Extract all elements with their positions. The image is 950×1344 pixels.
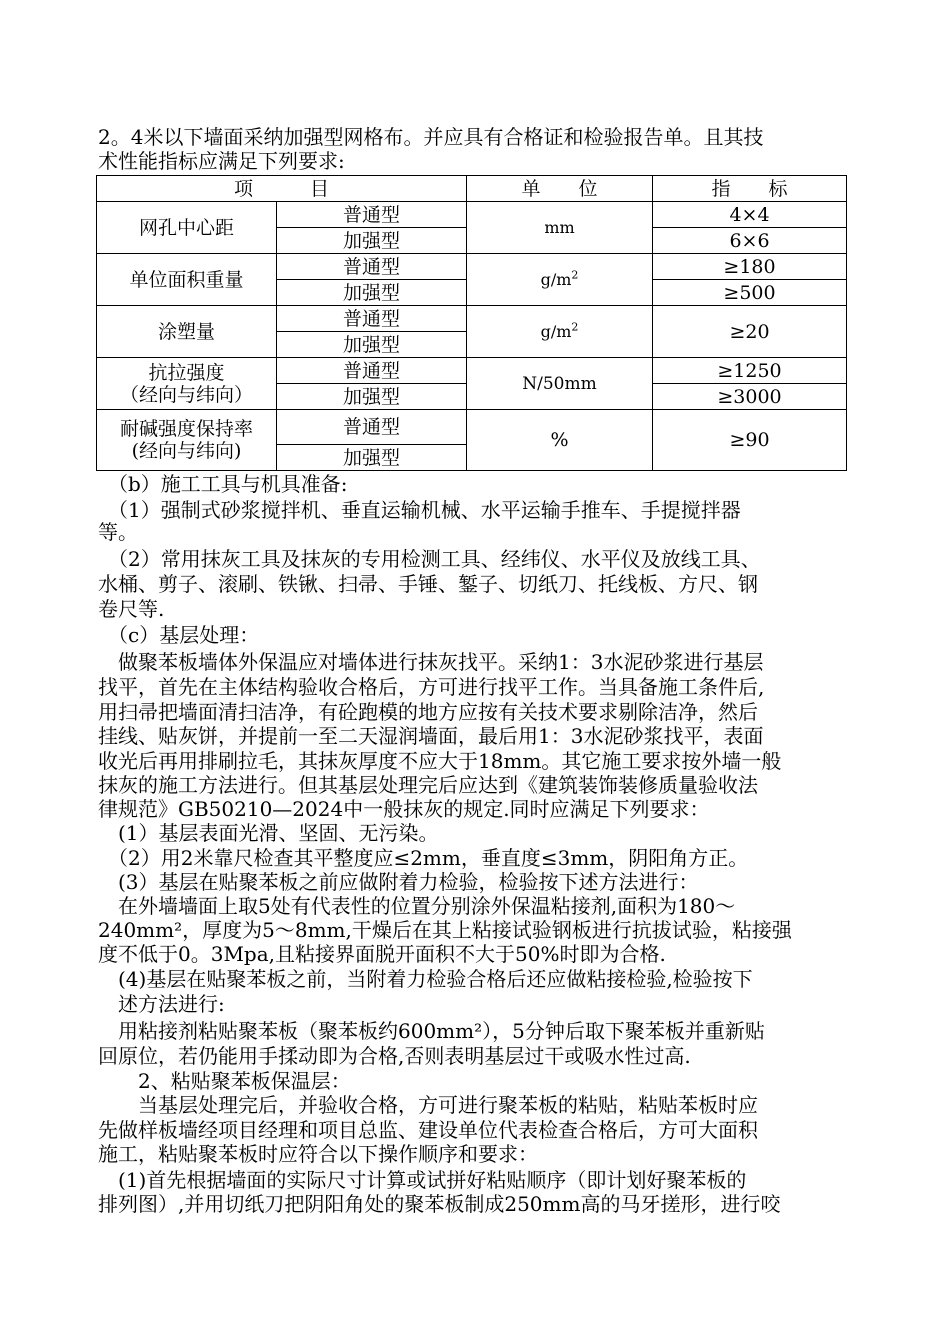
intro-line-1: 2。4米以下墙面采纳加强型网格布。并应具有合格证和检验报告单。且其技	[98, 125, 764, 149]
body-line: (4)基层在贴聚苯板之前，当附着力检验合格后还应做粘接检验,检验按下	[98, 967, 753, 991]
row-name: 单位面积重量	[97, 254, 277, 306]
value-cell: ≥90	[653, 410, 847, 471]
type-cell: 普通型	[277, 254, 467, 280]
unit-cell: %	[467, 410, 653, 471]
table-row	[97, 358, 847, 384]
body-line: 卷尺等.	[98, 597, 165, 621]
body-line: 2、粘贴聚苯板保温层：	[98, 1069, 351, 1093]
body-line: 先做样板墙经项目经理和项目总监、建设单位代表检查合格后，方可大面积	[98, 1118, 758, 1142]
unit-cell	[467, 306, 653, 358]
row-name-line-1: 抗拉强度	[148, 361, 225, 384]
body-line: 收光后再用排刷拉毛，其抹灰厚度不应大于18mm。其它施工要求按外墙一般	[98, 749, 782, 773]
body-line: 排列图）,并用切纸刀把阴阳角处的聚苯板制成250mm高的马牙搓形，进行咬	[98, 1192, 781, 1216]
row-name-line-2: （经向与纬向）	[119, 383, 253, 406]
unit-superscript: 2	[571, 268, 579, 282]
unit-superscript: 2	[571, 320, 579, 334]
type-cell: 加强型	[277, 445, 467, 471]
body-line: (1)首先根据墙面的实际尺寸计算或试拼好粘贴顺序（即计划好聚苯板的	[98, 1168, 747, 1192]
value-cell: ≥1250	[653, 358, 847, 384]
row-name: 网孔中心距	[97, 202, 277, 254]
body-line: 在外墙墙面上取5处有代表性的位置分别涂外保温粘接剂,面积为180～	[98, 894, 736, 918]
body-line: 240mm²，厚度为5～8mm,干燥后在其上粘接试验钢板进行抗拔试验，粘接强	[98, 918, 792, 942]
body-line: 做聚苯板墙体外保温应对墙体进行抹灰找平。采纳1：3水泥砂浆进行基层	[98, 650, 764, 674]
header-index: 指 标	[653, 176, 847, 202]
unit-text: g/m	[540, 269, 572, 289]
body-line: 当基层处理完后，并验收合格，方可进行聚苯板的粘贴，粘贴苯板时应	[98, 1093, 758, 1117]
value-cell: 6×6	[653, 228, 847, 254]
body-line: （2）用2米靠尺检查其平整度应≤2mm，垂直度≤3mm，阴阳角方正。	[98, 846, 749, 870]
body-line: 施工，粘贴聚苯板时应符合以下操作顺序和要求：	[98, 1142, 538, 1166]
row-name	[97, 358, 277, 410]
type-cell: 普通型	[277, 358, 467, 384]
header-unit: 单 位	[467, 176, 653, 202]
body-line: （b）施工工具与机具准备:	[98, 472, 348, 496]
body-line: （c）基层处理：	[98, 623, 260, 647]
body-line: 找平，首先在主体结构验收合格后，方可进行找平工作。当具备施工条件后,	[98, 675, 765, 699]
row-name-line-2: (经向与纬向)	[131, 440, 242, 462]
body-line: 等。	[98, 520, 138, 544]
value-cell: ≥20	[653, 306, 847, 358]
body-line: （2）常用抹灰工具及抹灰的专用检测工具、经纬仪、水平仪及放线工具、	[98, 547, 761, 571]
row-name: 涂塑量	[97, 306, 277, 358]
body-line: 述方法进行:	[98, 992, 225, 1016]
row-name-line-1: 耐碱强度保持率	[119, 418, 253, 440]
body-line: 用粘接剂粘贴聚苯板（聚苯板约600mm²），5分钟后取下聚苯板并重新贴	[98, 1019, 765, 1043]
body-line: 律规范》GB50210—2024中一般抹灰的规定.同时应满足下列要求：	[98, 797, 710, 821]
type-cell: 普通型	[277, 410, 467, 445]
unit-cell: N/50mm	[467, 358, 653, 410]
table-header-row	[97, 176, 847, 202]
row-name	[97, 410, 277, 471]
value-cell: ≥500	[653, 280, 847, 306]
type-cell: 加强型	[277, 384, 467, 410]
body-line: 度不低于0。3Mpa,且粘接界面脱开面积不大于50%时即为合格.	[98, 942, 666, 966]
body-line: 回原位，若仍能用手揉动即为合格,否则表明基层过干或吸水性过高.	[98, 1044, 691, 1068]
body-line: 水桶、剪子、滚刷、铁锹、扫帚、手锤、錾子、切纸刀、托线板、方尺、钢	[98, 572, 758, 596]
unit-text: g/m	[540, 321, 572, 341]
unit-cell: mm	[467, 202, 653, 254]
type-cell: 加强型	[277, 280, 467, 306]
value-cell: ≥3000	[653, 384, 847, 410]
header-item: 项 目	[97, 176, 467, 202]
value-cell: 4×4	[653, 202, 847, 228]
unit-cell	[467, 254, 653, 306]
table-row	[97, 306, 847, 332]
table-row	[97, 254, 847, 280]
body-line: 挂线、贴灰饼，并提前一至二天湿润墙面，最后用1：3水泥砂浆找平，表面	[98, 724, 764, 748]
spec-table	[96, 175, 847, 471]
type-cell: 加强型	[277, 332, 467, 358]
value-cell: ≥180	[653, 254, 847, 280]
body-line: (1）基层表面光滑、坚固、无污染。	[98, 821, 439, 845]
body-line: 用扫帚把墙面清扫洁净，有砼跑模的地方应按有关技术要求剔除洁净，然后	[98, 700, 758, 724]
table-row	[97, 202, 847, 228]
body-line: （1）强制式砂浆搅拌机、垂直运输机械、水平运输手推车、手提搅拌器	[98, 498, 741, 522]
body-line: (3）基层在贴聚苯板之前应做附着力检验，检验按下述方法进行：	[98, 870, 699, 894]
table-row	[97, 410, 847, 445]
type-cell: 普通型	[277, 306, 467, 332]
intro-line-2: 术性能指标应满足下列要求:	[98, 149, 345, 173]
type-cell: 加强型	[277, 228, 467, 254]
type-cell: 普通型	[277, 202, 467, 228]
body-line: 抹灰的施工方法进行。但其基层处理完后应达到《建筑装饰装修质量验收法	[98, 773, 758, 797]
